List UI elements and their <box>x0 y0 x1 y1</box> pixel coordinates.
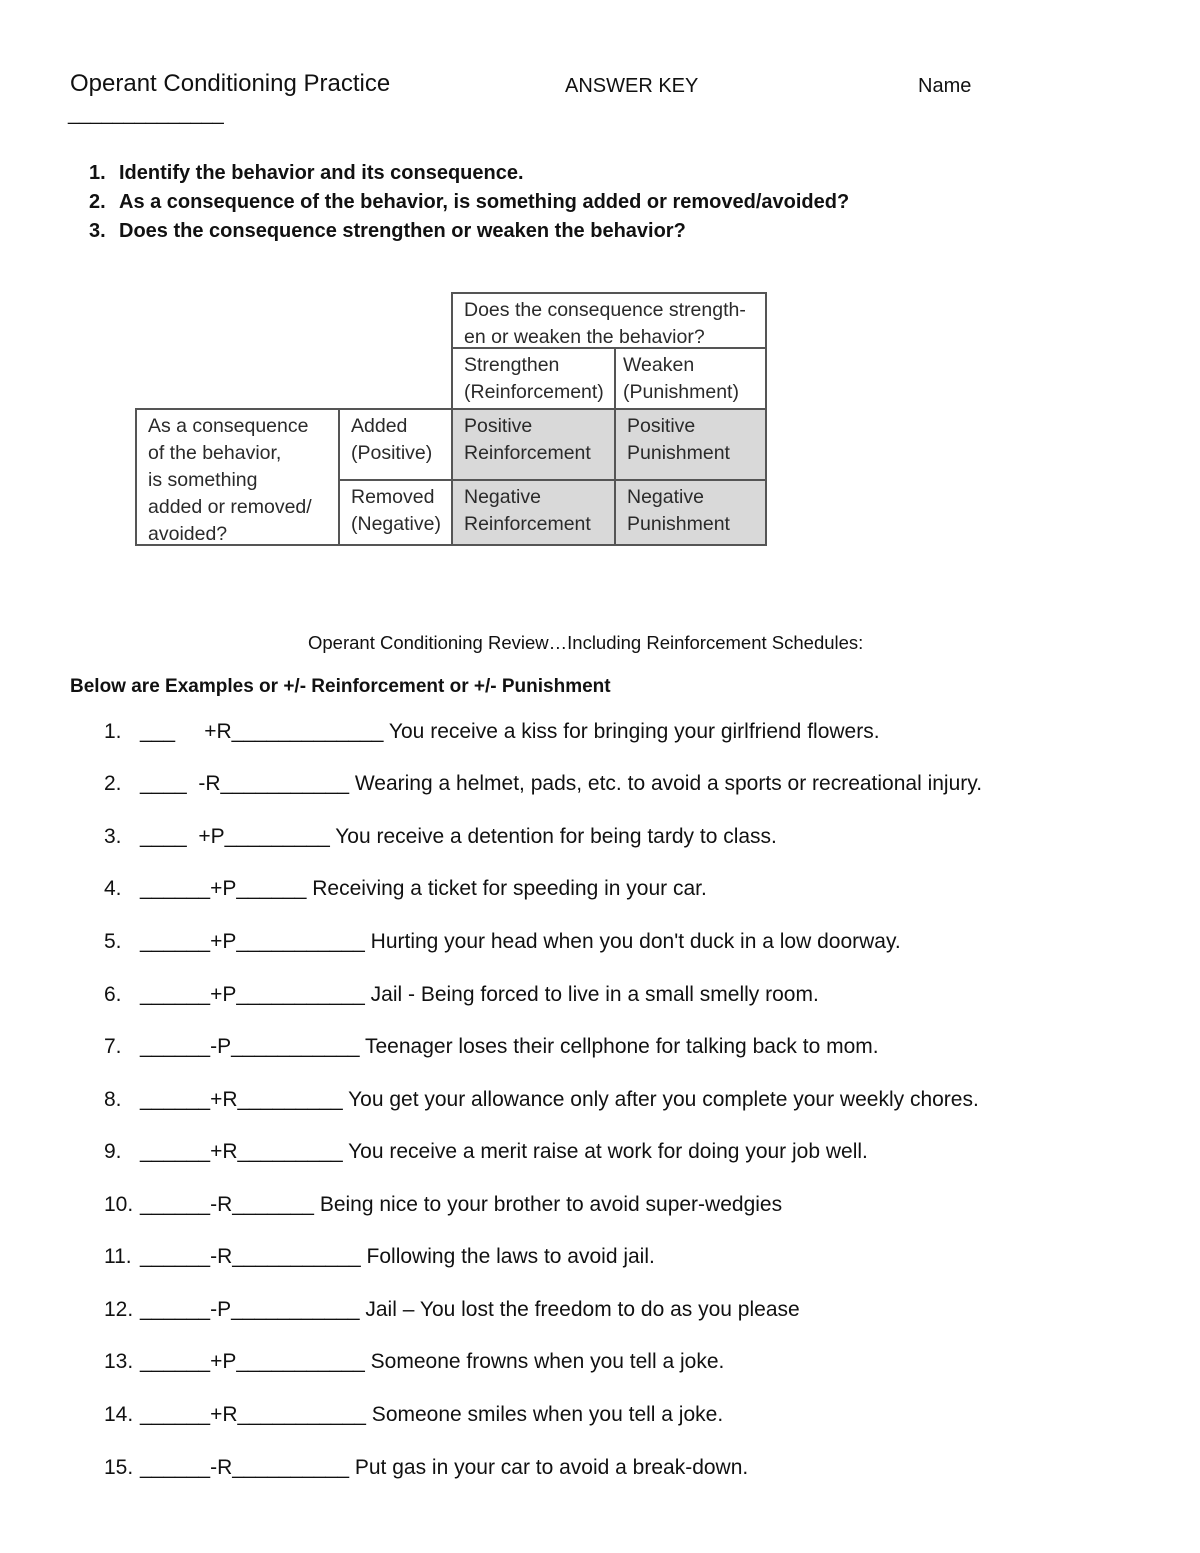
positive-punishment-cell <box>614 408 767 481</box>
answer-text: ______-R__________ Put gas in your car to avoid a break-down. <box>140 1456 749 1479</box>
answer-text: ______+R___________ Someone smiles when you tell a joke. <box>140 1403 724 1426</box>
instruction-text: As a consequence of the behavior, is something added or removed/avoided? <box>119 191 850 213</box>
answer-text: ____ -R___________ Wearing a helmet, pads, etc. to avoid a sports or recreational injury. <box>140 772 983 795</box>
answer-number: 11. <box>104 1245 132 1268</box>
answer-number: 3. <box>104 825 122 848</box>
positive-reinforcement-cell <box>451 408 616 481</box>
removed-header <box>338 479 453 546</box>
answer-number: 6. <box>104 983 122 1006</box>
answer-row <box>104 1298 800 1322</box>
answer-row <box>104 1403 723 1427</box>
answer-row <box>104 1350 724 1374</box>
strengthen-header <box>451 347 616 410</box>
table-text: Added <box>351 415 408 437</box>
answer-text: ______+P______ Receiving a ticket for speeding in your car. <box>140 877 707 900</box>
answer-number: 9. <box>104 1140 122 1163</box>
table-text: Strengthen <box>464 354 560 376</box>
left-header <box>135 408 340 546</box>
instruction-number: 2. <box>89 191 106 213</box>
table-text: Negative <box>464 486 541 508</box>
answer-number: 15. <box>104 1456 134 1479</box>
table-text: As a consequence <box>148 415 309 437</box>
table-text: (Negative) <box>351 513 441 535</box>
table-text: Punishment <box>627 513 730 535</box>
answer-number: 12. <box>104 1298 134 1321</box>
table-text: (Positive) <box>351 442 433 464</box>
table-text: Negative <box>627 486 704 508</box>
review-title: Operant Conditioning Review…Including Reinforcement Schedules: <box>308 632 864 653</box>
answer-number: 13. <box>104 1350 134 1373</box>
answer-number: 4. <box>104 877 122 900</box>
table-text: is something <box>148 469 258 491</box>
answer-row <box>104 1035 879 1059</box>
answer-number: 10. <box>104 1193 134 1216</box>
answer-text: ___ +R_____________ You receive a kiss for bringing your girlfriend flowers. <box>140 720 880 743</box>
examples-heading: Below are Examples or +/- Reinforcement or +/- Punishment <box>70 676 611 697</box>
answer-number: 2. <box>104 772 122 795</box>
instruction-number: 1. <box>89 162 106 184</box>
negative-reinforcement-cell <box>451 479 616 546</box>
answer-row <box>104 877 707 901</box>
answer-row <box>104 825 777 849</box>
answer-row <box>104 1245 655 1269</box>
answer-row <box>104 1193 782 1217</box>
answer-number: 7. <box>104 1035 122 1058</box>
table-text: Positive <box>464 415 533 437</box>
table-text: Reinforcement <box>464 442 591 464</box>
answer-key-label: ANSWER KEY <box>565 75 699 97</box>
answer-text: ______+P___________ Hurting your head when you don't duck in a low doorway. <box>140 930 901 953</box>
answer-row <box>104 930 901 954</box>
answer-text: ______-R___________ Following the laws to avoid jail. <box>140 1245 655 1268</box>
table-text: Punishment <box>627 442 730 464</box>
answer-text: ____ +P_________ You receive a detention for being tardy to class. <box>140 825 777 848</box>
table-text: avoided? <box>148 523 228 545</box>
table-text: added or removed/ <box>148 496 312 518</box>
answer-text: ______+R_________ You receive a merit raise at work for doing your job well. <box>140 1140 868 1163</box>
answer-row <box>104 720 880 744</box>
answer-text: ______+P___________ Jail - Being forced to live in a small smelly room. <box>140 983 819 1006</box>
name-blank-line: ______________ <box>68 103 224 125</box>
table-text: Reinforcement <box>464 513 591 535</box>
answer-number: 1. <box>104 720 122 743</box>
table-text: Does the consequence strength- <box>464 299 746 321</box>
table-text: of the behavior, <box>148 442 282 464</box>
answer-text: ______+R_________ You get your allowance only after you complete your weekly chores. <box>140 1088 979 1111</box>
answer-row <box>104 1456 748 1480</box>
table-text: Removed <box>351 486 435 508</box>
table-top-header <box>451 292 767 349</box>
table-text: en or weaken the behavior? <box>464 326 705 348</box>
table-text: (Reinforcement) <box>464 381 604 403</box>
name-label: Name <box>918 75 972 97</box>
answer-row <box>104 772 982 796</box>
negative-punishment-cell <box>614 479 767 546</box>
operant-conditioning-table <box>0 0 1200 600</box>
answer-text: ______+P___________ Someone frowns when you tell a joke. <box>140 1350 725 1373</box>
table-text: Positive <box>627 415 696 437</box>
instruction-text: Identify the behavior and its consequence. <box>119 162 524 184</box>
page-title: Operant Conditioning Practice <box>70 70 391 97</box>
answer-text: ______-P___________ Teenager loses their cellphone for talking back to mom. <box>140 1035 879 1058</box>
added-header <box>338 408 453 481</box>
table-text: Weaken <box>623 354 695 376</box>
instruction-number: 3. <box>89 220 106 242</box>
answer-row <box>104 1140 868 1164</box>
answer-number: 14. <box>104 1403 134 1426</box>
answer-text: ______-R_______ Being nice to your brother to avoid super-wedgies <box>140 1193 783 1216</box>
answer-row <box>104 1088 979 1112</box>
instruction-text: Does the consequence strengthen or weaken the behavior? <box>119 220 686 242</box>
table-text: (Punishment) <box>623 381 739 403</box>
answer-number: 8. <box>104 1088 122 1111</box>
answer-text: ______-P___________ Jail – You lost the freedom to do as you please <box>140 1298 800 1321</box>
weaken-header <box>614 347 767 410</box>
answer-number: 5. <box>104 930 122 953</box>
answer-row <box>104 983 819 1007</box>
